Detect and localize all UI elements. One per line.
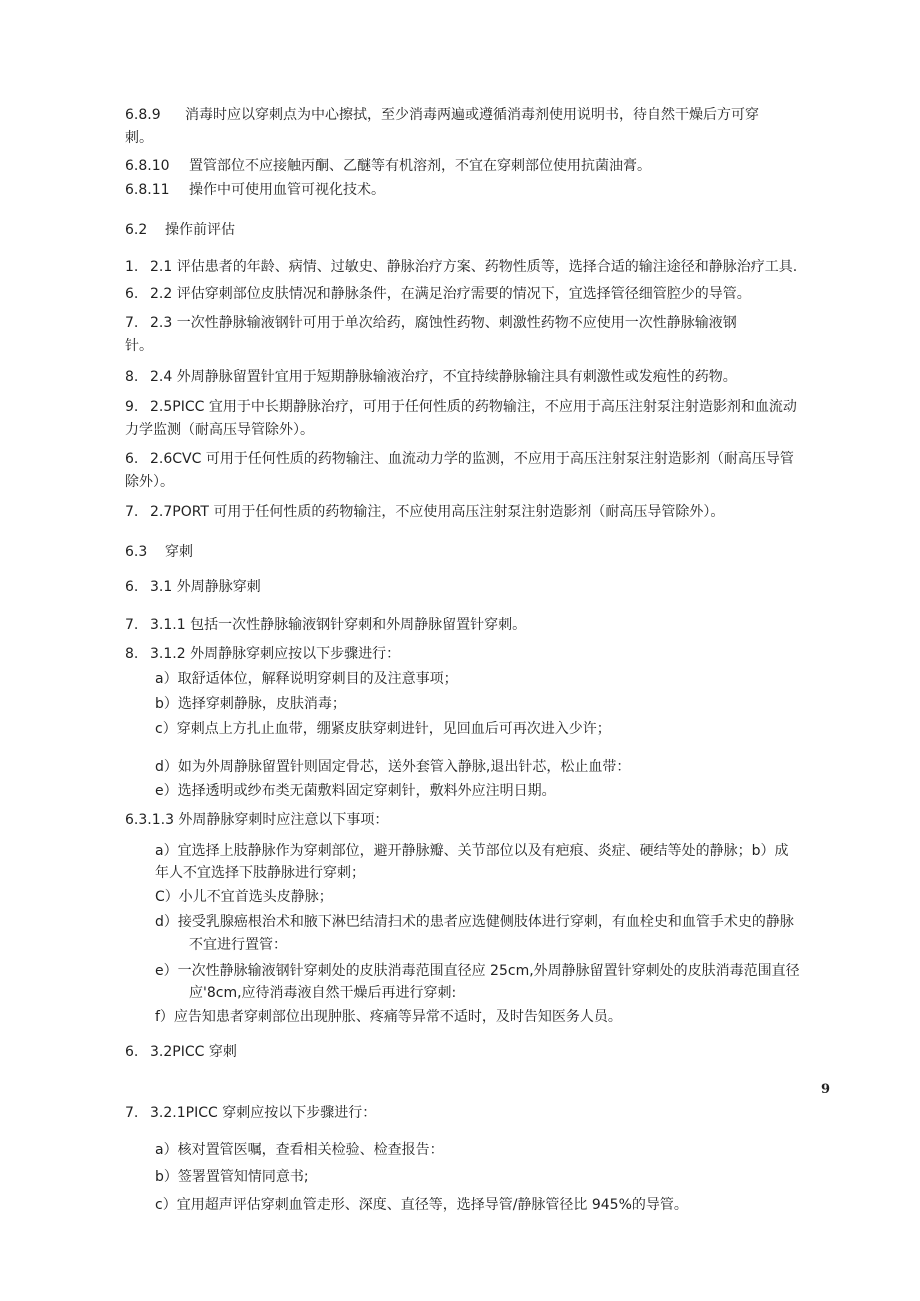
item-number: 6. xyxy=(125,579,139,595)
page-number: 9 xyxy=(821,1082,831,1097)
step-text: c）宜用超声评估穿刺血管走形、深度、直径等，选择导管/静脉管径比 945%的导管。 xyxy=(155,1197,688,1213)
item-number: 8. xyxy=(125,369,139,385)
step-text: 年人不宜选择下肢静脉进行穿刺； xyxy=(155,865,365,881)
item-number: 6. xyxy=(125,286,139,302)
section-number: 6.3 xyxy=(125,544,148,560)
step-text: C）小儿不宜首选头皮静脉； xyxy=(155,889,333,905)
item-number: 7. xyxy=(125,617,139,633)
step-text: a）宜选择上肢静脉作为穿刺部位，避开静脉瓣、关节部位以及有疤痕、炎症、硬结等处的静脉；b）成 xyxy=(155,843,789,859)
item-number: 7. xyxy=(125,315,139,331)
step-text: a）取舒适体位，解释说明穿刺目的及注意事项； xyxy=(155,671,458,687)
step-text: a）核对置管医嘱，查看相关检验、检查报告： xyxy=(155,1142,444,1158)
section-number: 6.2 xyxy=(125,222,148,238)
item-number: 7. xyxy=(125,1105,139,1121)
item-text: 2.4 外周静脉留置针宜用于短期静脉输液治疗，不宜持续静脉输注具有刺激性或发疱性的药物。 xyxy=(150,369,737,385)
item-text: 操作中可使用血管可视化技术。 xyxy=(189,182,385,198)
step-text: b）签署置管知情同意书; xyxy=(155,1169,309,1185)
item-number: 6.8.10 xyxy=(125,158,170,174)
item-text: 3.2PICC 穿刺 xyxy=(150,1044,237,1060)
item-text: 2.5PICC 宜用于中长期静脉治疗，可用于任何性质的药物输注，不应用于高压注射泵注射造影剂和血流动 xyxy=(150,399,797,415)
item-text: 置管部位不应接触丙酮、乙醚等有机溶剂，不宜在穿刺部位使用抗菌油膏。 xyxy=(189,158,651,174)
step-text: e）选择透明或纱布类无菌敷料固定穿刺针，敷料外应注明日期。 xyxy=(155,783,556,799)
step-text: 不宜进行置管： xyxy=(189,937,287,953)
item-number: 7. xyxy=(125,504,139,520)
item-text: 2.7PORT 可用于任何性质的药物输注，不应使用高压注射泵注射造影剂（耐高压导管除外）。 xyxy=(150,504,725,520)
item-text: 力学监测（耐高压导管除外）。 xyxy=(125,422,314,438)
item-number: 6.8.11 xyxy=(125,182,170,198)
item-text: 除外）。 xyxy=(125,474,174,490)
item-text: 2.2 评估穿刺部位皮肤情况和静脉条件，在满足治疗需要的情况下，宜选择管径细管腔少的导管。 xyxy=(150,286,751,302)
item-text: 刺。 xyxy=(125,130,153,146)
step-text: c）穿刺点上方扎止血带，绷紧皮肤穿刺进针，见回血后可再次进入少许； xyxy=(155,721,611,737)
step-text: 应'8cm,应待消毒液自然干燥后再进行穿刺: xyxy=(189,985,457,1001)
item-text: 6.3.1.3 外周静脉穿刺时应注意以下事项： xyxy=(125,812,389,828)
step-text: e）一次性静脉输液钢针穿刺处的皮肤消毒范围直径应 25cm,外周静脉留置针穿刺处的皮肤消毒范围直径 xyxy=(155,963,800,979)
item-text: 消毒时应以穿刺点为中心擦拭，至少消毒两遍或遵循消毒剂使用说明书，待自然干燥后方可穿 xyxy=(185,107,759,123)
item-text: 3.2.1PICC 穿刺应按以下步骤进行： xyxy=(150,1105,377,1121)
item-number: 6.8.9 xyxy=(125,107,161,123)
item-text: 2.6CVC 可用于任何性质的药物输注、血流动力学的监测，不应用于高压注射泵注射造影剂（耐高压导管 xyxy=(150,451,794,467)
item-number: 1. xyxy=(125,259,139,275)
step-text: f）应告知患者穿刺部位出现肿胀、疼痛等异常不适时，及时告知医务人员。 xyxy=(155,1009,622,1025)
item-text: 3.1.2 外周静脉穿刺应按以下步骤进行： xyxy=(150,646,401,662)
step-text: b）选择穿刺静脉，皮肤消毒； xyxy=(155,696,346,712)
item-text: 2.3 一次性静脉输液钢针可用于单次给药，腐蚀性药物、刺激性药物不应使用一次性静脉输液钢 xyxy=(150,315,737,331)
item-number: 6. xyxy=(125,451,139,467)
item-number: 8. xyxy=(125,646,139,662)
section-title: 操作前评估 xyxy=(165,222,235,238)
step-text: d）接受乳腺癌根治术和腋下淋巴结清扫术的患者应选健侧肢体进行穿刺，有血栓史和血管手术史的静脉 xyxy=(155,914,794,930)
section-title: 穿刺 xyxy=(165,544,193,560)
item-number: 6. xyxy=(125,1044,139,1060)
item-text: 针。 xyxy=(125,338,153,354)
step-text: d）如为外周静脉留置针则固定骨芯，送外套管入静脉,退出针芯，松止血带： xyxy=(155,759,631,775)
item-text: 3.1.1 包括一次性静脉输液钢针穿刺和外周静脉留置针穿刺。 xyxy=(150,617,527,633)
item-number: 9. xyxy=(125,399,139,415)
item-text: 2.1 评估患者的年龄、病情、过敏史、静脉治疗方案、药物性质等，选择合适的输注途径和静脉治疗工具. xyxy=(150,259,798,275)
item-text: 3.1 外周静脉穿刺 xyxy=(150,579,261,595)
